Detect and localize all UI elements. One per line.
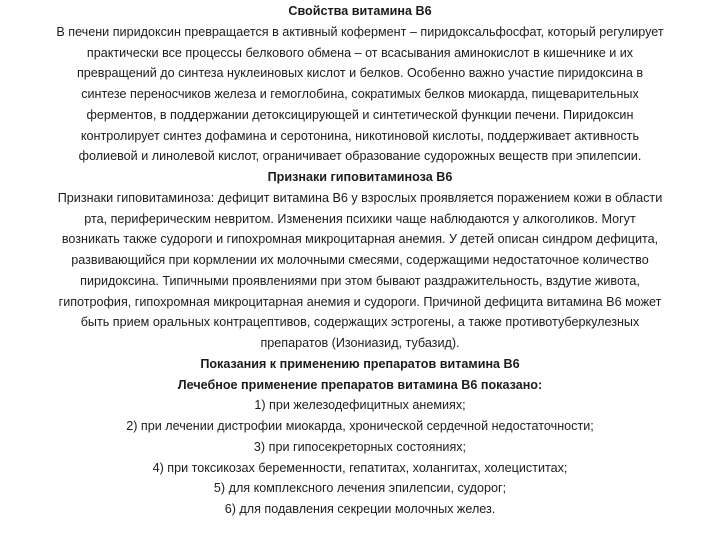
paragraph-line: Признаки гиповитаминоза: дефицит витамина В6 у взрослых проявляется поражением кожи в области — [57, 190, 663, 205]
paragraph-line: ферментов, в поддержании детоксицирующей и синтетической функции печени. Пиридоксин — [86, 107, 634, 122]
list-item: 4) при токсикозах беременности, гепатитах, холангитах, холециститах; — [152, 460, 568, 475]
list-item: 3) при гипосекреторных состояниях; — [253, 439, 467, 454]
paragraph-line: пиридоксина. Типичными проявлениями при этом бывают раздражительность, вздутие живота, — [80, 273, 640, 288]
paragraph-hypovitaminosis-signs — [4, 188, 716, 354]
indications-list — [4, 395, 716, 520]
paragraph-line: гипотрофия, гипохромная микроцитарная анемия и судороги. Причиной дефицита витамина В6 может — [58, 294, 662, 309]
section-heading-hypovitaminosis: Признаки гиповитаминоза В6 — [267, 170, 453, 184]
list-item: 6) для подавления секреции молочных желез. — [224, 502, 496, 516]
paragraph-line: синтезе переносчиков железа и гемоглобина, сократимых белков миокарда, пищеварительных — [81, 87, 639, 101]
paragraph-line: фолиевой и линолевой кислот, ограничивает образование судорожных веществ при эпилепсии. — [78, 149, 642, 164]
paragraph-line: рта, периферическим невритом. Изменения психики чаще наблюдаются у алкоголиков. Могут — [84, 211, 636, 226]
paragraph-line: превращений до синтеза нуклеиновых кислот и белков. Особенно важно участие пиридоксина в — [76, 66, 644, 81]
paragraph-line: возникать также судороги и гипохромная микроцитарная анемия. У детей описан синдром дефицита, — [61, 232, 659, 247]
paragraph-line: практически все процессы белкового обмена – от всасывания аминокислот в кишечнике и их — [86, 45, 634, 60]
list-item: 2) при лечении дистрофии миокарда, хронической сердечной недостаточности; — [126, 419, 594, 433]
paragraph-line: контролирует синтез дофамина и серотонина, никотиновой кислоты, поддерживает активность — [80, 128, 640, 143]
document-title: Свойства витамина В6 — [288, 4, 432, 18]
section-subheading-therapeutic-use: Лечебное применение препаратов витамина В6 показано: — [177, 377, 543, 392]
paragraph-line: развивающийся при кормлении их молочными смесями, содержащими недостаточное количество — [71, 253, 649, 267]
list-item: 1) при железодефицитных анемиях; — [254, 398, 466, 413]
paragraph-line: препаратов (Изониазид, тубазид). — [260, 336, 460, 350]
paragraph-line: быть прием оральных контрацептивов, содержащих эстрогены, а также противотуберкулезных — [80, 315, 640, 330]
paragraph-line: В печени пиридоксин превращается в активный кофермент – пиридоксальфосфат, который регулирует — [56, 24, 664, 39]
section-heading-indications: Показания к применению препаратов витамина В6 — [200, 356, 520, 371]
paragraph-pyridoxine-function — [4, 22, 716, 167]
list-item: 5) для комплексного лечения эпилепсии, судорог; — [213, 481, 507, 496]
